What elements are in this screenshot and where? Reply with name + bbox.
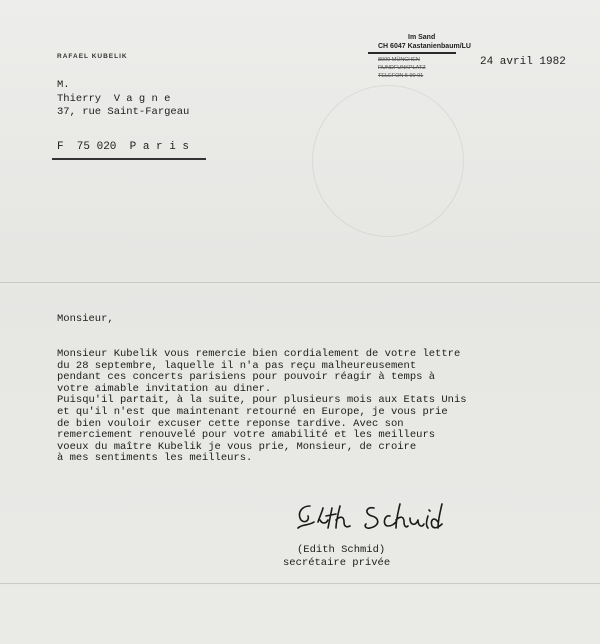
- recipient-city: F 75 020 P a r i s: [57, 141, 190, 153]
- handwritten-signature: [292, 498, 467, 538]
- struck-old-address: [378, 56, 426, 80]
- signatory-title: secrétaire privée: [283, 557, 391, 569]
- body-line: pendant ces concerts parisiens pour pouvoir réagir à temps à: [57, 371, 436, 384]
- letter-body: [57, 349, 557, 465]
- sender-address: [378, 33, 471, 51]
- recipient-line: M.: [57, 79, 70, 91]
- sender-name: RAFAEL KUBELIK: [57, 53, 128, 60]
- address-line: Im Sand: [408, 34, 436, 41]
- body-line: votre aimable invitation au diner.: [57, 382, 272, 395]
- salutation: Monsieur,: [57, 313, 114, 325]
- body-line: et qu'il n'est que maintenant retourné en Europe, je vous prie: [57, 405, 448, 418]
- address-divider: [368, 52, 456, 54]
- body-line: Monsieur Kubelik vous remercie bien cordialement de votre lettre: [57, 348, 461, 360]
- typed-signature-name: (Edith Schmid): [297, 544, 386, 556]
- recipient-line: Thierry V a g n e: [57, 92, 171, 105]
- fold-line: [0, 583, 600, 585]
- body-line: Puisqu'il partait, à la suite, pour plusieurs mois aux Etats Unis: [57, 394, 467, 407]
- recipient-address: [57, 79, 189, 120]
- body-line: remerciement renouvelé pour votre amabilité et les meilleurs: [57, 429, 436, 442]
- address-line: CH 6047 Kastanienbaum/LU: [378, 43, 471, 50]
- body-line: de bien vouloir excuser cette reponse tardive. Avec son: [57, 417, 404, 430]
- recipient-line: 37, rue Saint-Fargeau: [57, 106, 190, 118]
- fold-line: [0, 282, 600, 284]
- body-line: à mes sentiments les meilleurs.: [57, 452, 253, 465]
- body-line: du 28 septembre, laquelle il n'a pas reçu malheureusement: [57, 359, 417, 372]
- letter-date: 24 avril 1982: [480, 56, 566, 68]
- embossed-seal: [312, 85, 464, 237]
- body-line: voeux du maître Kubelik je vous prie, Monsieur, de croire: [57, 440, 417, 453]
- struck-line: 8000 MÜNCHEN: [378, 57, 420, 63]
- struck-line: TELEFON 5 90 01: [378, 73, 424, 79]
- struck-line: RUNDFUNKPLATZ: [378, 65, 426, 71]
- city-underline: [52, 158, 206, 160]
